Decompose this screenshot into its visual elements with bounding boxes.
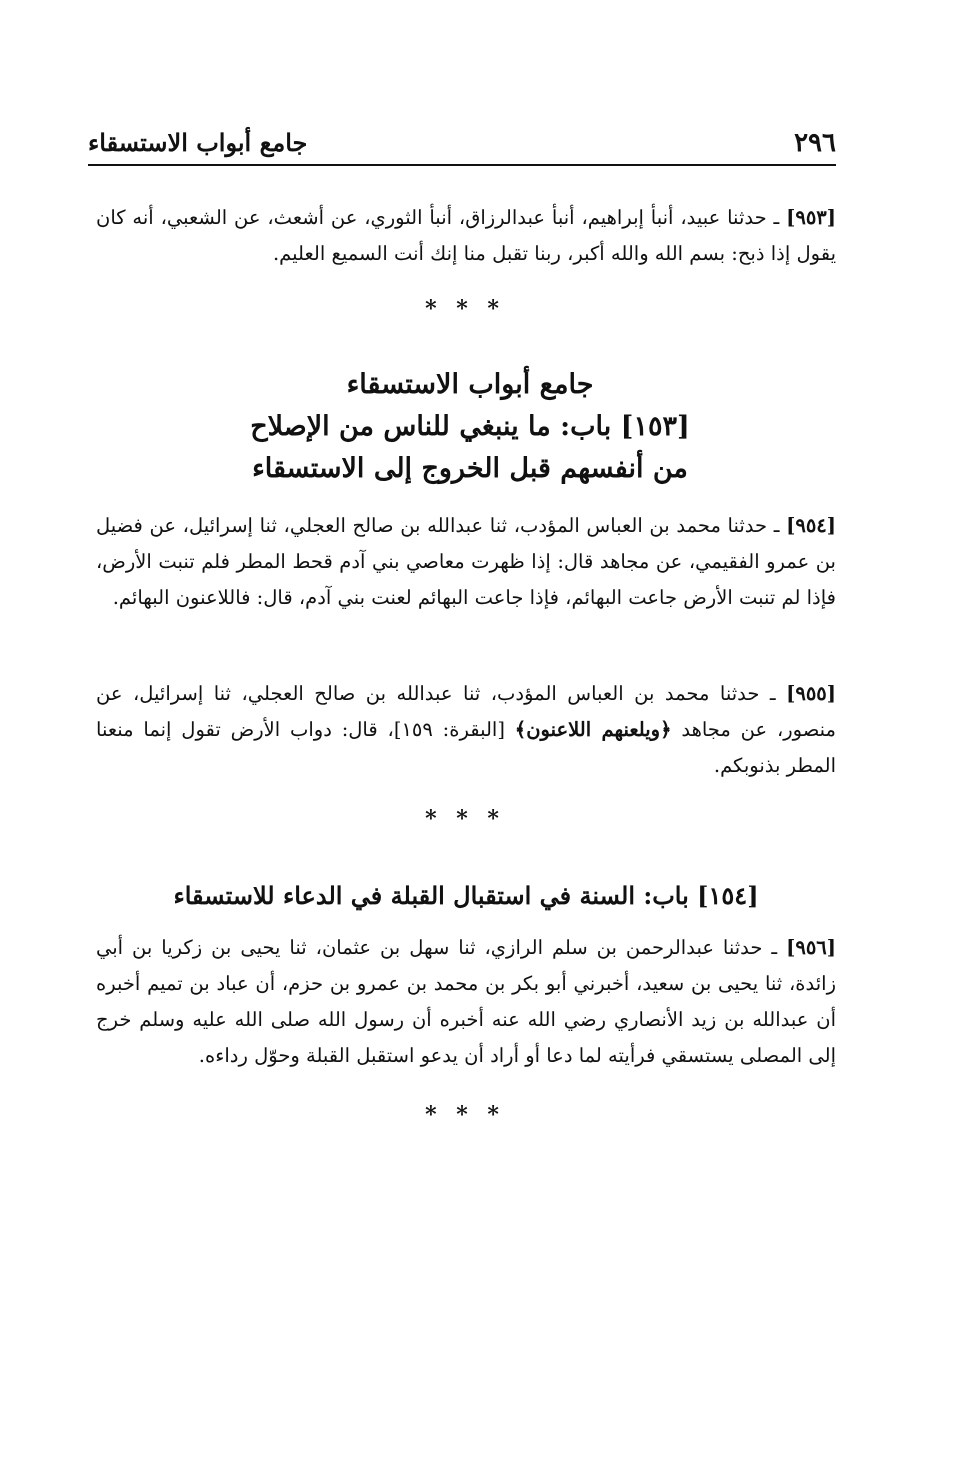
hadith-text: [البقرة: ١٥٩]، قال: دواب الأرض تقول إنما منعنا المطر بذنوبكم. [96, 718, 836, 777]
chapter-154-title: [١٥٤] باب: السنة في استقبال القبلة في الدعاء للاستسقاء [173, 881, 759, 910]
hadith-text: ـ حدثنا عبيد، أنبأ إبراهيم، أنبأ عبدالرزاق، أنبأ الثوري، عن أشعث، عن الشعبي، أنه كان يقول إذا ذبح: بسم الله والله أكبر، ربنا تقبل منا إنك أنت السميع العليم. [96, 206, 836, 265]
hadith-text: ـ حدثنا محمد بن العباس المؤدب، ثنا عبدالله بن صالح العجلي، ثنا إسرائيل، عن فضيل بن عمرو الفقيمي، عن مجاهد قال: إذا ظهرت معاصي بني آدم قحط المطر فلم تنبت الأرض، فإذا لم تنبت الأرض جاعت البهائم، فإذا جاعت البهائم لعنت بني آدم، قال: فاللاعنون البهائم. [96, 514, 836, 609]
hadith-text: ـ حدثنا عبدالرحمن بن سلم الرازي، ثنا سهل بن عثمان، ثنا يحيى بن زكريا بن أبي زائدة، ثنا يحيى بن سعيد، أخبرني أبو بكر بن محمد بن عمرو بن حزم، أن عباد بن تميم أخبره أن عبدالله بن زيد الأنصاري رضي الله عنه أخبره أن رسول الله صلى الله عليه وسلم خرج إلى المصلى يستسقي فرأيته لما دعا أو أراد أن يدعو استقبل القبلة وحوّل رداءه. [96, 936, 836, 1067]
chapter-153-title-line-1: [١٥٣] باب: ما ينبغي للناس من الإصلاح [250, 411, 690, 442]
hadith-number: [٩٥٥] [786, 682, 836, 705]
hadith-956 [96, 930, 836, 1074]
section-separator: * * * [425, 1102, 505, 1128]
hadith-text: ـ حدثنا محمد بن العباس المؤدب، ثنا عبدالله بن صالح العجلي، ثنا إسرائيل، عن منصور، عن مجاهد [96, 682, 836, 741]
running-header-title: جامع أبواب الاستسقاء [88, 128, 308, 157]
header-divider [88, 164, 836, 166]
hadith-number: [٩٥٤] [786, 514, 836, 537]
chapter-153-title-line-2: من أنفسهم قبل الخروج إلى الاستسقاء [252, 453, 688, 484]
hadith-954 [96, 508, 836, 616]
hadith-955 [96, 676, 836, 784]
section-title: جامع أبواب الاستسقاء [346, 369, 594, 400]
hadith-number: [٩٥٦] [786, 936, 836, 959]
quran-verse: ﴿ويلعنهم اللاعنون﴾ [514, 718, 672, 741]
running-header [88, 126, 836, 166]
hadith-number: [٩٥٣] [786, 206, 837, 229]
section-separator: * * * [425, 296, 505, 322]
page-number: ٢٩٦ [794, 128, 836, 158]
section-separator: * * * [425, 806, 505, 832]
hadith-953 [96, 200, 836, 272]
